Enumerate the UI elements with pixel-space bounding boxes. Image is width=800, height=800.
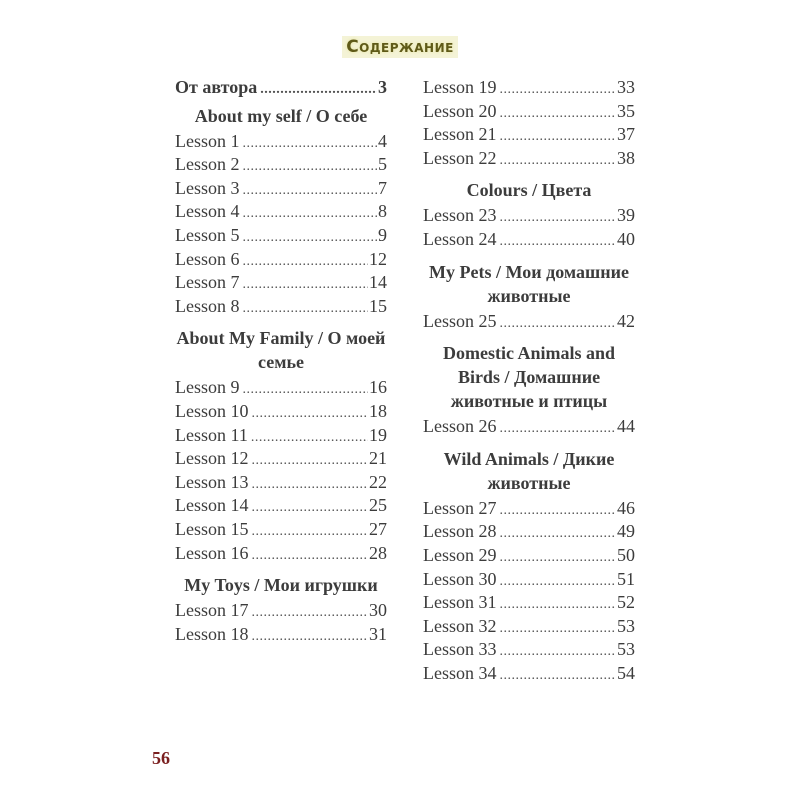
entry-label: Lesson 27 bbox=[423, 497, 497, 518]
dot-leader bbox=[243, 378, 369, 402]
dot-leader bbox=[252, 473, 369, 497]
toc-entry[interactable] bbox=[175, 200, 387, 224]
dot-leader bbox=[252, 601, 369, 625]
dot-leader bbox=[243, 226, 378, 250]
dot-leader bbox=[500, 522, 617, 546]
entry-label: Lesson 17 bbox=[175, 600, 249, 621]
toc-entry[interactable] bbox=[423, 591, 635, 615]
toc-entry[interactable] bbox=[423, 615, 635, 639]
section-heading: About my self / О себе bbox=[194, 105, 368, 126]
toc-entry[interactable] bbox=[423, 415, 635, 439]
entry-label: Lesson 24 bbox=[423, 228, 497, 249]
dot-leader bbox=[500, 312, 617, 336]
entry-page: 4 bbox=[378, 130, 387, 151]
toc-entry[interactable] bbox=[175, 400, 387, 424]
entry-label: Lesson 4 bbox=[175, 201, 240, 222]
entry-label: Lesson 12 bbox=[175, 448, 249, 469]
dot-leader bbox=[500, 78, 617, 102]
entry-page: 25 bbox=[369, 495, 387, 516]
entry-label: Lesson 21 bbox=[423, 124, 497, 145]
entry-page: 46 bbox=[617, 497, 635, 518]
entry-label: Lesson 3 bbox=[175, 177, 240, 198]
entry-label: Lesson 22 bbox=[423, 147, 497, 168]
toc-entry[interactable] bbox=[175, 177, 387, 201]
dot-leader bbox=[500, 570, 617, 594]
toc-entry[interactable] bbox=[423, 520, 635, 544]
toc-entry[interactable] bbox=[175, 153, 387, 177]
entry-page: 49 bbox=[617, 521, 635, 542]
entry-page: 37 bbox=[617, 124, 635, 145]
dot-leader bbox=[243, 179, 378, 203]
toc-entry[interactable] bbox=[175, 599, 387, 623]
entry-label: Lesson 26 bbox=[423, 416, 497, 437]
dot-leader bbox=[500, 593, 617, 617]
entry-page: 8 bbox=[378, 201, 387, 222]
dot-leader bbox=[251, 426, 368, 450]
entry-label: Lesson 31 bbox=[423, 592, 497, 613]
entry-page: 53 bbox=[617, 615, 635, 636]
entry-page: 28 bbox=[369, 542, 387, 563]
toc-entry[interactable] bbox=[175, 447, 387, 471]
entry-page: 15 bbox=[369, 295, 387, 316]
section-heading: About My Family / О моей семье bbox=[176, 328, 386, 373]
entry-label: Lesson 29 bbox=[423, 544, 497, 565]
entry-label: Lesson 33 bbox=[423, 639, 497, 660]
entry-label: Lesson 13 bbox=[175, 471, 249, 492]
dot-leader bbox=[500, 664, 617, 688]
entry-page: 42 bbox=[617, 310, 635, 331]
entry-page: 14 bbox=[369, 272, 387, 293]
section-heading: My Toys / Мои игрушки bbox=[184, 575, 378, 596]
toc-entry[interactable] bbox=[423, 662, 635, 686]
entry-page: 44 bbox=[617, 416, 635, 437]
dot-leader bbox=[252, 449, 369, 473]
dot-leader bbox=[243, 297, 369, 321]
toc-entry[interactable] bbox=[175, 224, 387, 248]
dot-leader bbox=[500, 499, 617, 523]
toc-entry-foreword[interactable] bbox=[175, 76, 387, 100]
toc-entry[interactable] bbox=[175, 542, 387, 566]
right-continued bbox=[423, 76, 635, 170]
entry-page: 51 bbox=[617, 568, 635, 589]
entry-page: 39 bbox=[617, 205, 635, 226]
entry-label: Lesson 14 bbox=[175, 495, 249, 516]
entry-page: 21 bbox=[369, 448, 387, 469]
entry-label: Lesson 5 bbox=[175, 224, 240, 245]
dot-leader bbox=[243, 250, 369, 274]
entry-label: Lesson 25 bbox=[423, 310, 497, 331]
entry-page: 9 bbox=[378, 224, 387, 245]
dot-leader bbox=[252, 402, 369, 426]
entry-label: Lesson 10 bbox=[175, 400, 249, 421]
dot-leader bbox=[243, 273, 369, 297]
toc-entry[interactable] bbox=[423, 147, 635, 171]
entry-label: Lesson 23 bbox=[423, 205, 497, 226]
toc-entry[interactable] bbox=[175, 424, 387, 448]
dot-leader bbox=[252, 520, 369, 544]
entry-page: 33 bbox=[617, 77, 635, 97]
entry-label: От автора bbox=[175, 77, 258, 97]
left-sections bbox=[175, 104, 387, 647]
dot-leader bbox=[500, 206, 617, 230]
toc-entry[interactable] bbox=[423, 123, 635, 147]
section-heading: Domestic Animals and Birds / Домашние животные и птицы bbox=[442, 343, 615, 412]
toc-entry[interactable] bbox=[423, 204, 635, 228]
toc-entry[interactable] bbox=[175, 494, 387, 518]
entry-label: Lesson 1 bbox=[175, 130, 240, 151]
dot-leader bbox=[500, 102, 617, 126]
toc-entry[interactable] bbox=[175, 623, 387, 647]
entry-label: Lesson 2 bbox=[175, 154, 240, 175]
page-number: 56 bbox=[152, 748, 170, 768]
toc-title: Содержание bbox=[342, 36, 458, 58]
entry-label: Lesson 34 bbox=[423, 662, 497, 683]
entry-label: Lesson 20 bbox=[423, 100, 497, 121]
entry-page: 12 bbox=[369, 248, 387, 269]
dot-leader bbox=[252, 544, 369, 568]
section-heading: Wild Animals / Дикие животные bbox=[443, 448, 615, 493]
entry-page: 38 bbox=[617, 147, 635, 168]
toc-entry[interactable] bbox=[423, 497, 635, 521]
toc-entry[interactable] bbox=[423, 100, 635, 124]
toc-entry[interactable] bbox=[175, 376, 387, 400]
entry-page: 40 bbox=[617, 228, 635, 249]
toc-entry[interactable] bbox=[175, 271, 387, 295]
dot-leader bbox=[243, 202, 378, 226]
toc-entry[interactable] bbox=[423, 228, 635, 252]
entry-page: 7 bbox=[378, 177, 387, 198]
dot-leader bbox=[500, 640, 617, 664]
toc-entry[interactable] bbox=[423, 544, 635, 568]
entry-label: Lesson 11 bbox=[175, 424, 248, 445]
dot-leader bbox=[260, 78, 377, 102]
entry-page: 50 bbox=[617, 544, 635, 565]
entry-page: 18 bbox=[369, 400, 387, 421]
dot-leader bbox=[252, 496, 369, 520]
entry-page: 53 bbox=[617, 639, 635, 660]
toc-entry[interactable] bbox=[175, 471, 387, 495]
entry-page: 54 bbox=[617, 662, 635, 683]
section-heading: Colours / Цвета bbox=[466, 180, 592, 201]
dot-leader bbox=[500, 546, 617, 570]
dot-leader bbox=[500, 230, 617, 254]
dot-leader bbox=[500, 617, 617, 641]
dot-leader bbox=[500, 417, 617, 441]
toc-entry[interactable] bbox=[423, 310, 635, 334]
entry-page: 19 bbox=[369, 424, 387, 445]
entry-label: Lesson 32 bbox=[423, 615, 497, 636]
dot-leader bbox=[252, 625, 369, 649]
entry-page: 22 bbox=[369, 471, 387, 492]
dot-leader bbox=[243, 155, 378, 179]
dot-leader bbox=[500, 149, 617, 173]
entry-page: 30 bbox=[369, 600, 387, 621]
entry-label: Lesson 28 bbox=[423, 521, 497, 542]
entry-label: Lesson 9 bbox=[175, 377, 240, 398]
toc-right-column bbox=[423, 76, 635, 686]
toc-entry[interactable] bbox=[175, 295, 387, 319]
entry-page: 16 bbox=[369, 377, 387, 398]
entry-page: 3 bbox=[378, 77, 387, 97]
toc-entry[interactable] bbox=[175, 518, 387, 542]
toc-left-column bbox=[175, 76, 387, 646]
toc-entry[interactable] bbox=[175, 130, 387, 154]
entry-page: 27 bbox=[369, 518, 387, 539]
entry-page: 52 bbox=[617, 592, 635, 613]
entry-label: Lesson 15 bbox=[175, 518, 249, 539]
entry-label: Lesson 30 bbox=[423, 568, 497, 589]
entry-page: 35 bbox=[617, 100, 635, 121]
toc-title-wrapper bbox=[0, 36, 800, 58]
entry-label: Lesson 19 bbox=[423, 77, 497, 97]
entry-label: Lesson 6 bbox=[175, 248, 240, 269]
entry-label: Lesson 7 bbox=[175, 272, 240, 293]
section-heading: My Pets / Мои домашние животные bbox=[429, 261, 629, 306]
right-sections bbox=[423, 178, 635, 685]
dot-leader bbox=[500, 125, 617, 149]
entry-label: Lesson 8 bbox=[175, 295, 240, 316]
entry-page: 31 bbox=[369, 623, 387, 644]
toc-entry[interactable] bbox=[423, 638, 635, 662]
entry-label: Lesson 16 bbox=[175, 542, 249, 563]
toc-entry[interactable] bbox=[175, 248, 387, 272]
entry-page: 5 bbox=[378, 154, 387, 175]
toc-entry[interactable] bbox=[423, 568, 635, 592]
entry-label: Lesson 18 bbox=[175, 623, 249, 644]
dot-leader bbox=[243, 132, 378, 156]
toc-entry[interactable] bbox=[423, 76, 635, 100]
